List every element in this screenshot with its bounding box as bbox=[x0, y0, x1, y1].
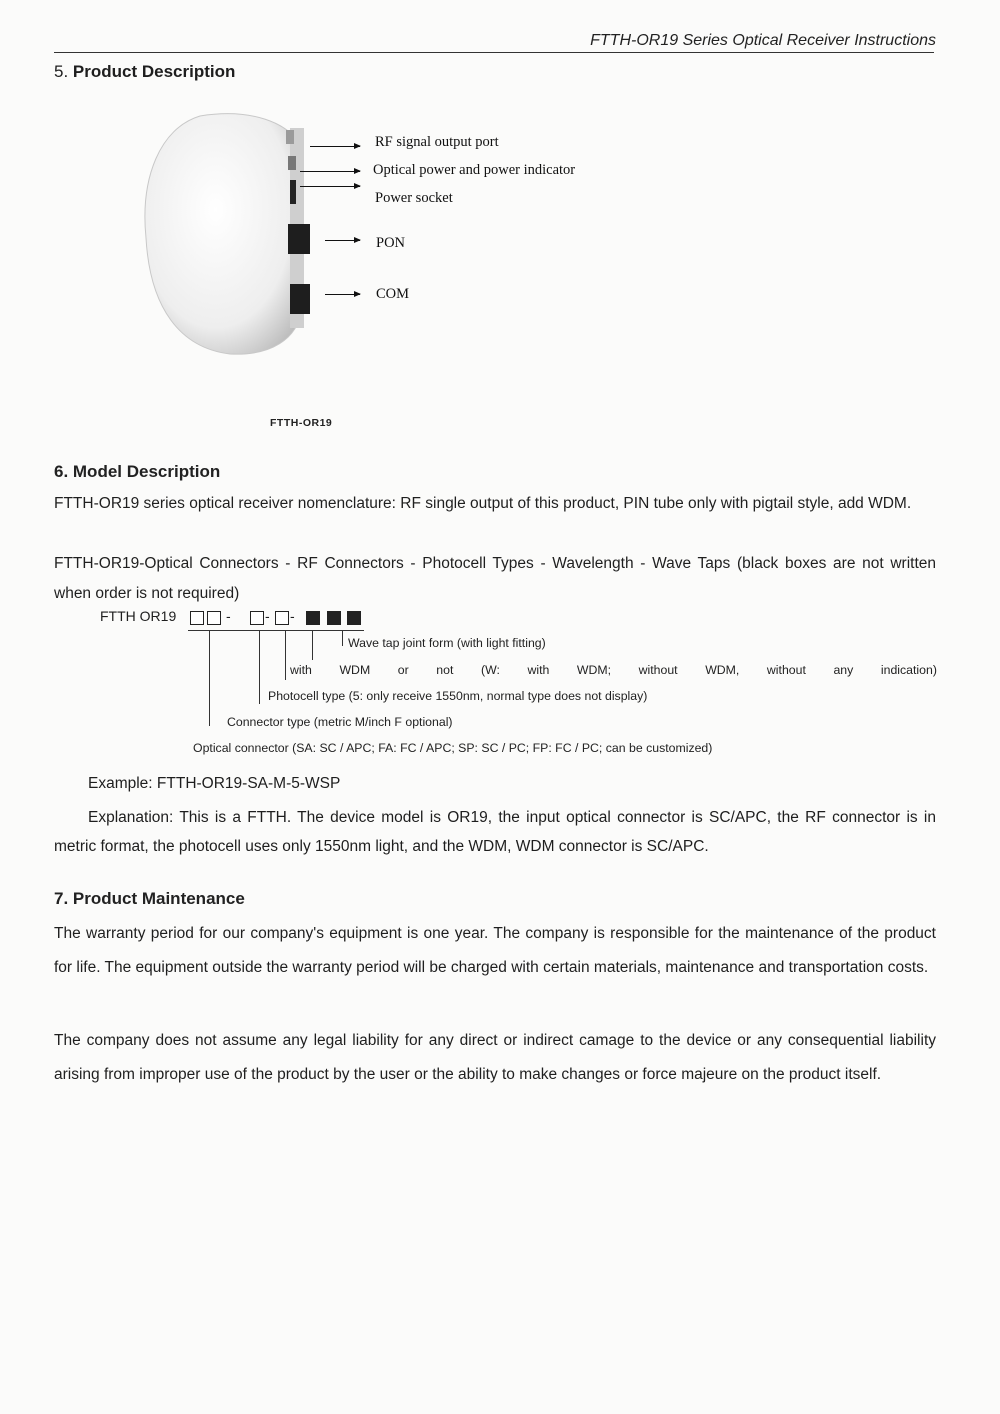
leader-line bbox=[259, 630, 260, 704]
code-underline bbox=[188, 630, 364, 631]
section-5-title: Product Description bbox=[72, 62, 236, 81]
legend-wdm: with WDM or not (W: with WDM; without WDM, without any indication) bbox=[290, 663, 937, 677]
callout-rf-output: RF signal output port bbox=[375, 134, 499, 150]
maintenance-paragraph-2: The company does not assume any legal liability for any direct or indirect camage to the device or any consequential liability arising from improper use of the product by the user or the ability to make changes or force majeure on the product itself. bbox=[54, 1032, 936, 1083]
section-6-heading: 6. Model Description bbox=[54, 462, 221, 481]
example-line: Example: FTTH-OR19-SA-M-5-WSP bbox=[88, 775, 341, 792]
legend-connector: Connector type (metric M/inch F optional) bbox=[227, 715, 453, 729]
callout-com: COM bbox=[376, 286, 410, 302]
model-paragraph-2: FTTH-OR19-Optical Connectors - RF Connectors - Photocell Types - Wavelength - Wave Taps (black boxes are not written when order is not required) bbox=[54, 555, 936, 602]
legend-wave-tap: Wave tap joint form (with light fitting) bbox=[348, 636, 546, 650]
code-dash: - bbox=[265, 608, 270, 624]
leader-line bbox=[285, 630, 286, 680]
model-paragraph-1: FTTH-OR19 series optical receiver nomenclature: RF single output of this product, PIN tube only with pigtail style, add WDM. bbox=[54, 495, 912, 512]
device-illustration bbox=[140, 108, 310, 358]
section-7-heading: 7. Product Maintenance bbox=[54, 889, 245, 908]
callout-power-socket: Power socket bbox=[375, 190, 453, 206]
header-title: FTTH-OR19 Series Optical Receiver Instructions bbox=[590, 32, 936, 49]
code-box-wavelength bbox=[306, 611, 320, 625]
legend-optical-connector: Optical connector (SA: SC / APC; FA: FC / APC; SP: SC / PC; FP: FC / PC; can be customized) bbox=[193, 741, 713, 755]
code-dash: - bbox=[226, 608, 231, 624]
section-5-number: 5. bbox=[54, 62, 69, 81]
code-box-optical-2 bbox=[207, 611, 221, 625]
section-5-heading bbox=[54, 62, 235, 82]
legend-photocell: Photocell type (5: only receive 1550nm, normal type does not display) bbox=[268, 689, 648, 703]
callout-pon: PON bbox=[376, 235, 406, 251]
leader-line bbox=[312, 630, 313, 660]
device-caption: FTTH-OR19 bbox=[270, 417, 333, 429]
callout-optical-power-indicator: Optical power and power indicator bbox=[373, 162, 576, 178]
maintenance-paragraph-1: The warranty period for our company's equipment is one year. The company is responsible for the maintenance of the product for life. The equipment outside the warranty period will be charged with certain materials, maintenance and transportation costs. bbox=[54, 925, 936, 976]
model-code-label: FTTH OR19 bbox=[100, 608, 177, 624]
code-box-wave-tap bbox=[347, 611, 361, 625]
leader-line bbox=[342, 630, 343, 646]
header-rule bbox=[54, 52, 934, 53]
code-box-optical-1 bbox=[190, 611, 204, 625]
explanation-paragraph: Explanation: This is a FTTH. The device model is OR19, the input optical connector is SC/APC, the RF connector is in metric format, the photocell uses only 1550nm light, and the WDM, WDM connector is SC/APC. bbox=[54, 809, 936, 855]
code-box-photocell bbox=[275, 611, 289, 625]
code-box-wdm bbox=[327, 611, 341, 625]
code-dash: - bbox=[290, 608, 295, 624]
code-box-rf bbox=[250, 611, 264, 625]
leader-line bbox=[209, 630, 210, 726]
